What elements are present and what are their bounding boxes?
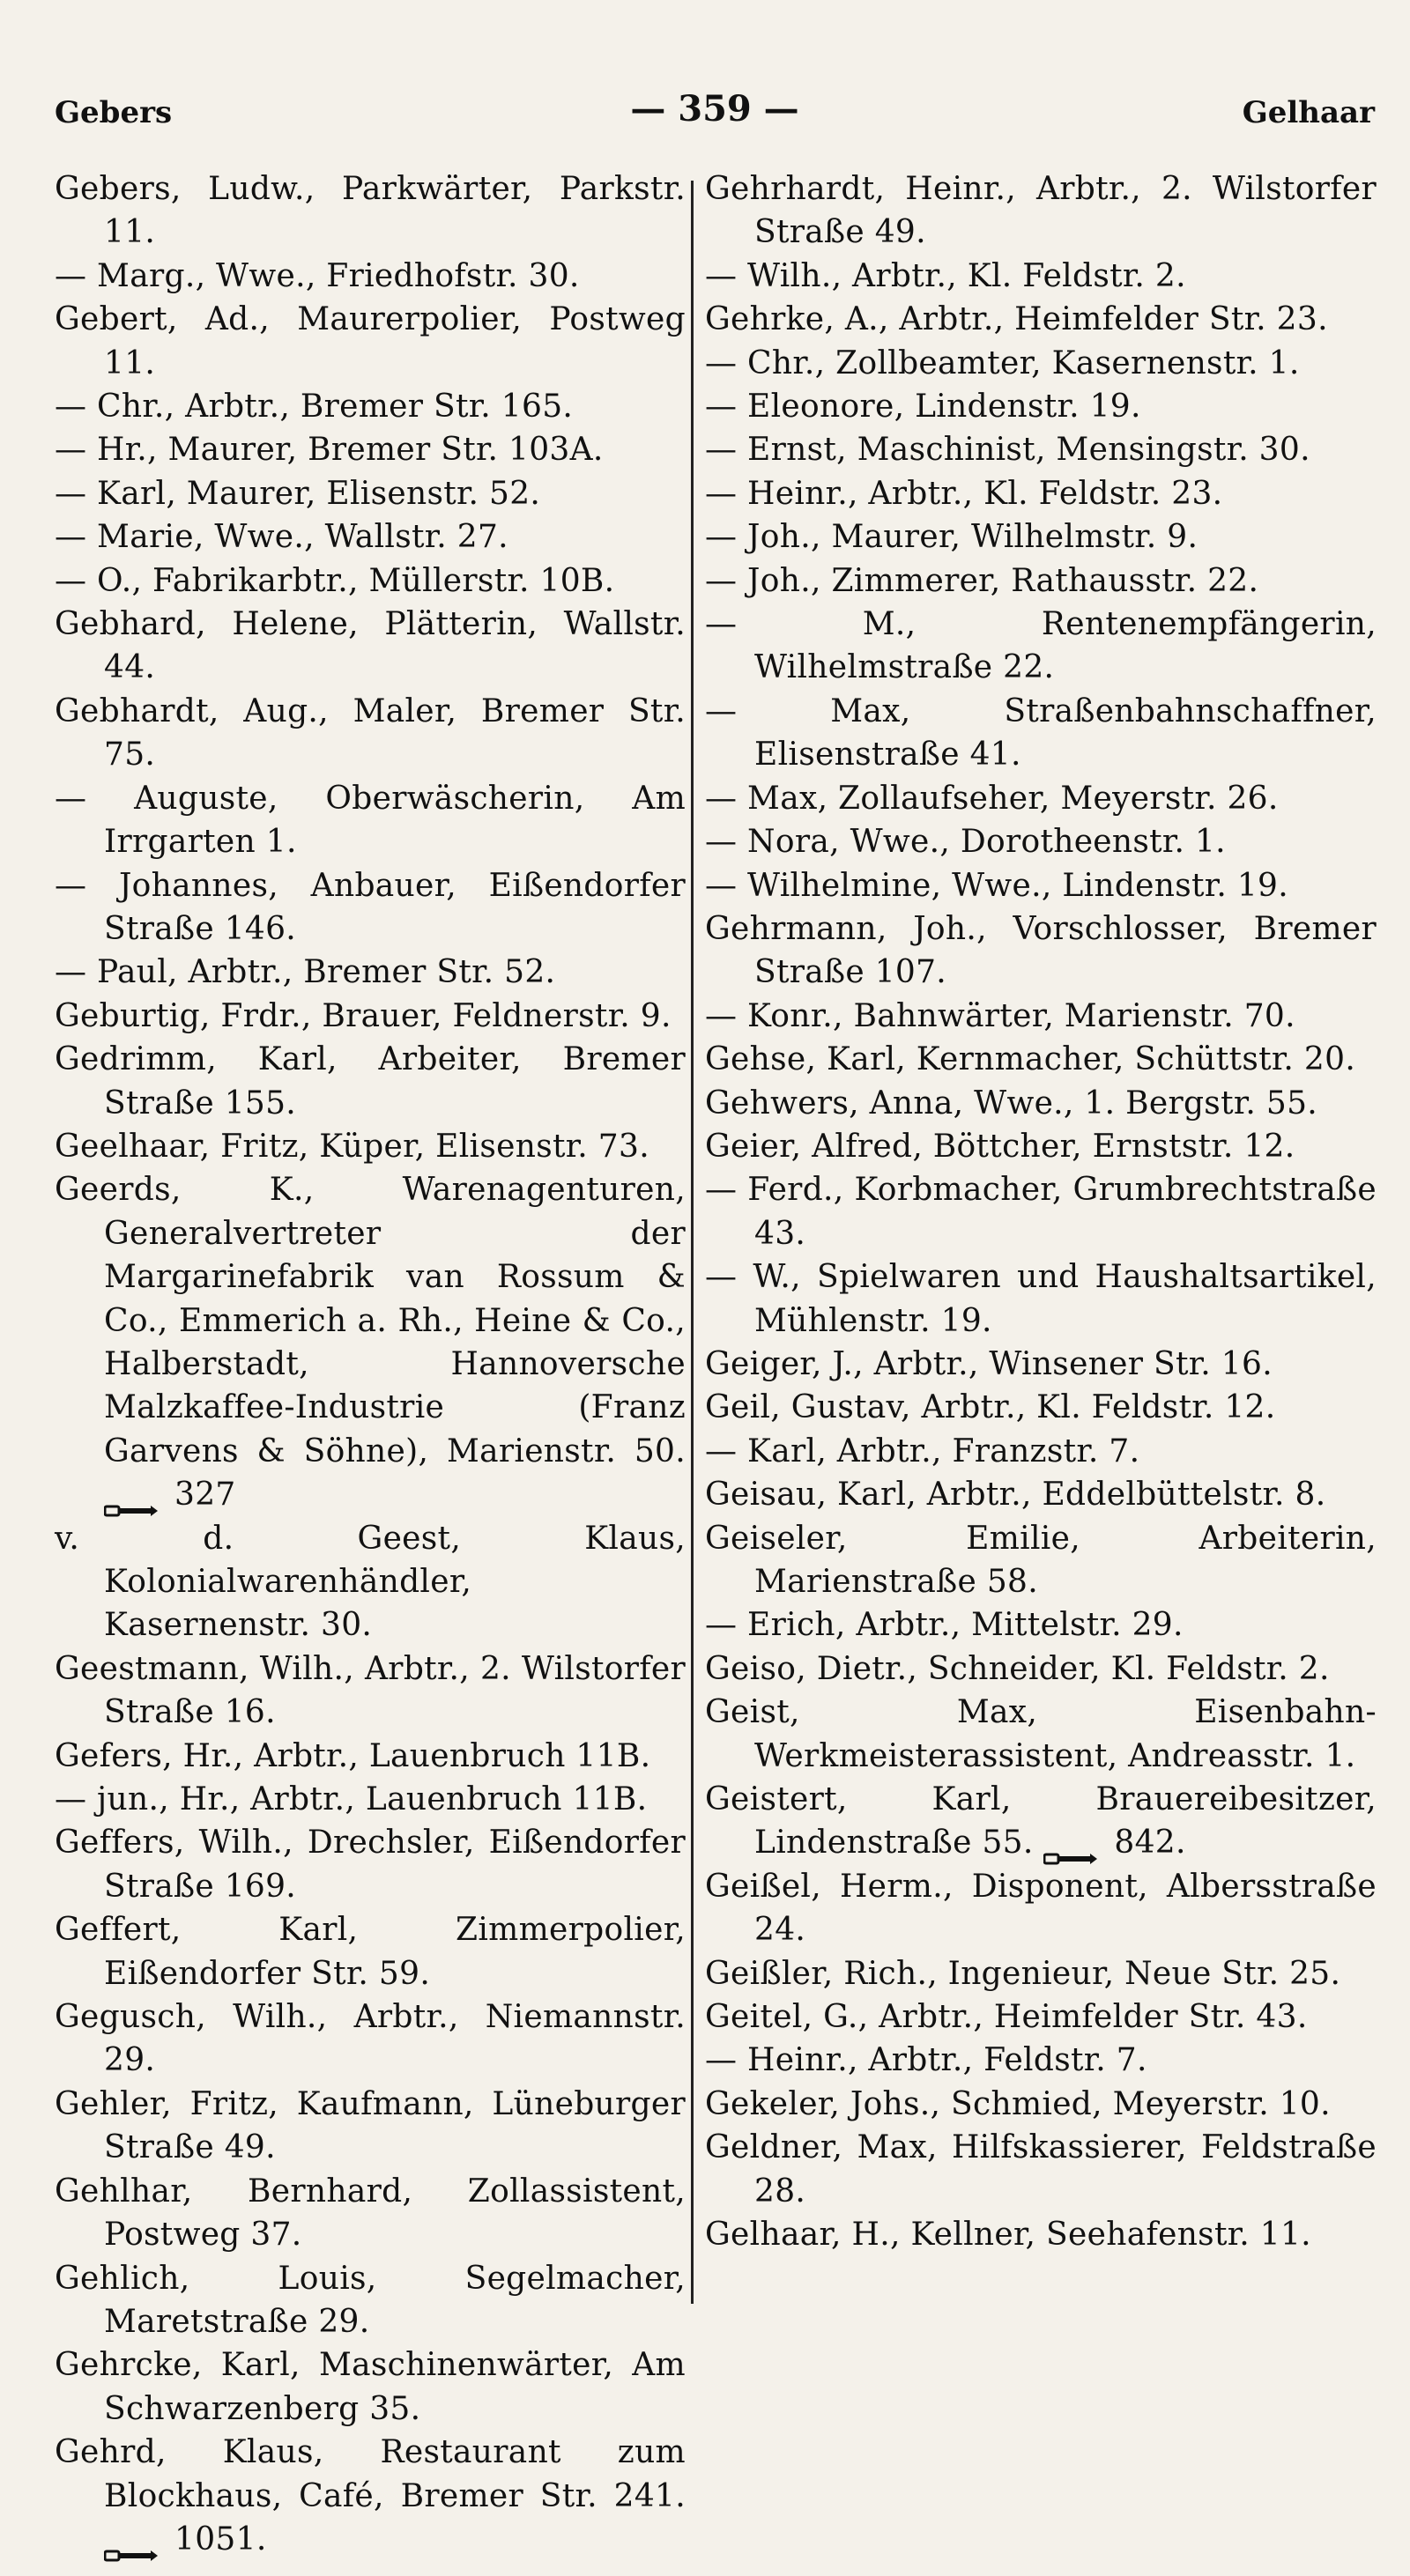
entry-text: — Erich, Arbtr., Mittelstr. 29. — [705, 1607, 1184, 1644]
entry-text: Gehlich, Louis, Segelmacher, Maretstraße 29. — [55, 2260, 686, 2340]
directory-entry — [705, 255, 1377, 298]
entry-text: Gehrd, Klaus, Restaurant zum Blockhaus, Café, Bremer Str. 241. — [55, 2434, 686, 2514]
directory-entry — [705, 864, 1377, 907]
directory-entry — [55, 559, 686, 603]
directory-entry — [705, 342, 1377, 385]
entry-text: Geiso, Dietr., Schneider, Kl. Feldstr. 2. — [705, 1650, 1330, 1687]
entry-text: — Joh., Zimmerer, Rathausstr. 22. — [705, 562, 1259, 599]
directory-entry — [55, 428, 686, 471]
directory-entry — [705, 515, 1377, 559]
directory-entry — [55, 167, 686, 255]
directory-entry — [55, 1821, 686, 1908]
directory-entry — [55, 1517, 686, 1647]
entry-text: Geißler, Rich., Ingenieur, Neue Str. 25. — [705, 1955, 1341, 1992]
directory-entry — [55, 2170, 686, 2257]
telephone-hand-icon — [1043, 1836, 1098, 1854]
directory-entry — [705, 907, 1377, 995]
entry-text: Geil, Gustav, Arbtr., Kl. Feldstr. 12. — [705, 1389, 1276, 1426]
left-column — [55, 167, 686, 2561]
telephone-number-value: 842. — [1114, 1825, 1186, 1862]
entry-text: Gefers, Hr., Arbtr., Lauenbruch 11B. — [55, 1737, 651, 1774]
directory-entry — [55, 1735, 686, 1778]
directory-entry — [705, 690, 1377, 777]
directory-entry — [705, 1473, 1377, 1516]
entry-text: Geffert, Karl, Zimmerpolier, Eißendorfer Str. 59. — [55, 1912, 686, 1992]
directory-entry — [705, 1038, 1377, 1081]
directory-entry — [55, 298, 686, 385]
directory-entry — [55, 385, 686, 428]
directory-entry — [55, 1778, 686, 1821]
entry-text: — Eleonore, Lindenstr. 19. — [705, 389, 1141, 426]
directory-entry — [705, 1647, 1377, 1691]
entry-text: Gekeler, Johs., Schmied, Meyerstr. 10. — [705, 2085, 1331, 2122]
entry-text: — Wilhelmine, Wwe., Lindenstr. 19. — [705, 867, 1288, 904]
directory-entry — [705, 1082, 1377, 1125]
entry-text: — Heinr., Arbtr., Kl. Feldstr. 23. — [705, 475, 1223, 512]
directory-entry — [705, 1865, 1377, 1952]
header-last-entry: Gelhaar — [1242, 95, 1375, 130]
entry-text: — M., Rentenempfängerin, Wilhelmstraße 22. — [705, 606, 1377, 686]
directory-entry — [55, 2431, 686, 2561]
entry-text: Geburtig, Frdr., Brauer, Feldnerstr. 9. — [55, 997, 672, 1034]
entry-text: — Chr., Arbtr., Bremer Str. 165. — [55, 389, 574, 426]
directory-entry — [705, 298, 1377, 341]
directory-entry — [705, 472, 1377, 515]
entry-text: — W., Spielwaren und Haushaltsartikel, Mühlenstr. 19. — [705, 1259, 1377, 1339]
entry-text: Gehlhar, Bernhard, Zollassistent, Postweg 37. — [55, 2173, 686, 2254]
directory-entry — [55, 864, 686, 951]
entry-text: Gehse, Karl, Kernmacher, Schüttstr. 20. — [705, 1041, 1356, 1078]
directory-entry — [705, 1125, 1377, 1168]
entry-text: Gelhaar, H., Kellner, Seehafenstr. 11. — [705, 2217, 1311, 2254]
entry-text: — Wilh., Arbtr., Kl. Feldstr. 2. — [705, 257, 1186, 294]
entry-text: Geiger, J., Arbtr., Winsener Str. 16. — [705, 1345, 1273, 1382]
directory-entry — [705, 2126, 1377, 2213]
entry-text: — Hr., Maurer, Bremer Str. 103A. — [55, 432, 604, 469]
directory-entry — [55, 777, 686, 864]
directory-entry — [55, 995, 686, 1038]
directory-entry — [55, 2343, 686, 2431]
directory-entry — [55, 472, 686, 515]
entry-text: Geisau, Karl, Arbtr., Eddelbüttelstr. 8. — [705, 1477, 1326, 1514]
entry-text: — Auguste, Oberwäscherin, Am Irrgarten 1. — [55, 780, 686, 861]
entry-text: Gegusch, Wilh., Arbtr., Niemannstr. 29. — [55, 1999, 686, 2079]
directory-entry — [705, 385, 1377, 428]
entry-text: — Ernst, Maschinist, Mensingstr. 30. — [705, 432, 1310, 469]
directory-entry — [55, 2083, 686, 2170]
directory-entry — [705, 559, 1377, 603]
entry-text: Gehwers, Anna, Wwe., 1. Bergstr. 55. — [705, 1084, 1318, 1121]
directory-entry — [55, 1168, 686, 1516]
entry-text: Geitel, G., Arbtr., Heimfelder Str. 43. — [705, 1999, 1308, 2036]
entry-text: Geiseler, Emilie, Arbeiterin, Marienstraße 58. — [705, 1520, 1377, 1600]
entry-text: — Karl, Maurer, Elisenstr. 52. — [55, 475, 541, 512]
directory-entry — [705, 1430, 1377, 1473]
directory-entry — [55, 1038, 686, 1125]
entry-text: Gehrmann, Joh., Vorschlosser, Bremer Straße 107. — [705, 910, 1377, 991]
entry-text: Gehrhardt, Heinr., Arbtr., 2. Wilstorfer Straße 49. — [705, 171, 1377, 251]
telephone-number — [104, 1477, 236, 1513]
directory-entry — [705, 1517, 1377, 1604]
entry-text: Geldner, Max, Hilfskassierer, Feldstraße 28. — [705, 2129, 1377, 2210]
directory-entry — [55, 1908, 686, 1995]
telephone-number-value: 327 — [174, 1477, 236, 1514]
directory-entry — [705, 820, 1377, 863]
entry-text: Geist, Max, Eisenbahn-Werkmeisterassistent, Andreasstr. 1. — [705, 1694, 1377, 1774]
entry-text: — Paul, Arbtr., Bremer Str. 52. — [55, 954, 556, 991]
column-divider — [691, 181, 694, 2304]
directory-entry — [705, 1168, 1377, 1255]
entry-text: Geistert, Karl, Brauereibesitzer, Lindenstraße 55. — [705, 1781, 1377, 1862]
directory-entry — [55, 603, 686, 690]
directory-entry — [705, 1343, 1377, 1386]
entry-text: Gebhard, Helene, Plätterin, Wallstr. 44. — [55, 606, 686, 686]
telephone-number — [104, 2521, 267, 2557]
directory-entry — [55, 2257, 686, 2344]
entry-text: Geffers, Wilh., Drechsler, Eißendorfer Straße 169. — [55, 1825, 686, 1905]
directory-entry — [705, 2213, 1377, 2256]
entry-text: Gedrimm, Karl, Arbeiter, Bremer Straße 155. — [55, 1041, 686, 1121]
directory-entry — [55, 951, 686, 994]
entry-text: — Max, Straßenbahnschaffner, Elisenstraße 41. — [705, 692, 1377, 774]
entry-text: Geestmann, Wilh., Arbtr., 2. Wilstorfer Straße 16. — [55, 1650, 686, 1731]
directory-entry — [705, 603, 1377, 690]
entry-text: — Max, Zollaufseher, Meyerstr. 26. — [705, 780, 1279, 817]
entry-text: — Marie, Wwe., Wallstr. 27. — [55, 519, 508, 556]
entry-text: Gebhardt, Aug., Maler, Bremer Str. 75. — [55, 692, 686, 774]
entry-text: Gebert, Ad., Maurerpolier, Postweg 11. — [55, 301, 686, 381]
entry-text: — Ferd., Korbmacher, Grumbrechtstraße 43. — [705, 1172, 1377, 1252]
telephone-number-value: 1051. — [174, 2520, 267, 2557]
directory-entry — [55, 690, 686, 777]
directory-entry — [705, 1778, 1377, 1865]
entry-text: — Konr., Bahnwärter, Marienstr. 70. — [705, 997, 1295, 1034]
entry-text: Gehler, Fritz, Kaufmann, Lüneburger Straße 49. — [55, 2085, 686, 2166]
page-number: — 359 — — [630, 88, 799, 130]
directory-entry — [705, 1255, 1377, 1343]
directory-entry — [705, 428, 1377, 471]
right-column — [705, 167, 1377, 2257]
entry-text: — Heinr., Arbtr., Feldstr. 7. — [705, 2042, 1147, 2079]
entry-text: Gehrke, A., Arbtr., Heimfelder Str. 23. — [705, 301, 1328, 338]
entry-text: — Karl, Arbtr., Franzstr. 7. — [705, 1432, 1140, 1469]
entry-text: — Marg., Wwe., Friedhofstr. 30. — [55, 257, 580, 294]
telephone-hand-icon — [104, 1488, 159, 1506]
entry-text: — Joh., Maurer, Wilhelmstr. 9. — [705, 519, 1198, 556]
directory-entry — [55, 1125, 686, 1168]
telephone-hand-icon — [104, 2533, 159, 2550]
running-head — [55, 88, 1375, 141]
directory-entry — [705, 167, 1377, 255]
entry-text: — Johannes, Anbauer, Eißendorfer Straße 146. — [55, 867, 686, 947]
directory-entry — [55, 1647, 686, 1735]
entry-text: v. d. Geest, Klaus, Kolonialwarenhändler, Kasernenstr. 30. — [55, 1520, 686, 1644]
directory-entry — [705, 2039, 1377, 2082]
directory-entry — [55, 255, 686, 298]
entry-text: Geerds, K., Warenagenturen, Generalvertreter der Margarinefabrik van Rossum & Co., Emmerich a. Rh., Heine & Co., Halberstadt, Hannoversche Malzkaffee-Industrie (Franz Garvens & Söhne), Marienstr. 50. — [55, 1172, 686, 1469]
directory-entry — [705, 1952, 1377, 1995]
directory-entry — [705, 1603, 1377, 1647]
entry-text: — Chr., Zollbeamter, Kasernenstr. 1. — [705, 344, 1300, 381]
entry-text: — O., Fabrikarbtr., Müllerstr. 10B. — [55, 562, 615, 599]
entry-columns — [55, 167, 1377, 2557]
directory-entry — [705, 2083, 1377, 2126]
entry-text: Gebers, Ludw., Parkwärter, Parkstr. 11. — [55, 171, 686, 251]
entry-text: Geelhaar, Fritz, Küper, Elisenstr. 73. — [55, 1128, 649, 1165]
directory-entry — [705, 1691, 1377, 1778]
entry-text: — jun., Hr., Arbtr., Lauenbruch 11B. — [55, 1781, 648, 1818]
directory-entry — [705, 995, 1377, 1038]
entry-text: Geier, Alfred, Böttcher, Ernststr. 12. — [705, 1128, 1295, 1165]
directory-entry — [55, 515, 686, 559]
directory-entry — [55, 1995, 686, 2083]
entry-text: Geißel, Herm., Disponent, Albersstraße 24. — [705, 1868, 1377, 1949]
directory-entry — [705, 1386, 1377, 1429]
header-first-entry: Gebers — [55, 95, 173, 130]
telephone-number — [1043, 1825, 1185, 1861]
directory-entry — [705, 777, 1377, 820]
entry-text: Gehrcke, Karl, Maschinenwärter, Am Schwarzenberg 35. — [55, 2347, 686, 2427]
entry-text: — Nora, Wwe., Dorotheenstr. 1. — [705, 824, 1226, 861]
directory-entry — [705, 1995, 1377, 2039]
